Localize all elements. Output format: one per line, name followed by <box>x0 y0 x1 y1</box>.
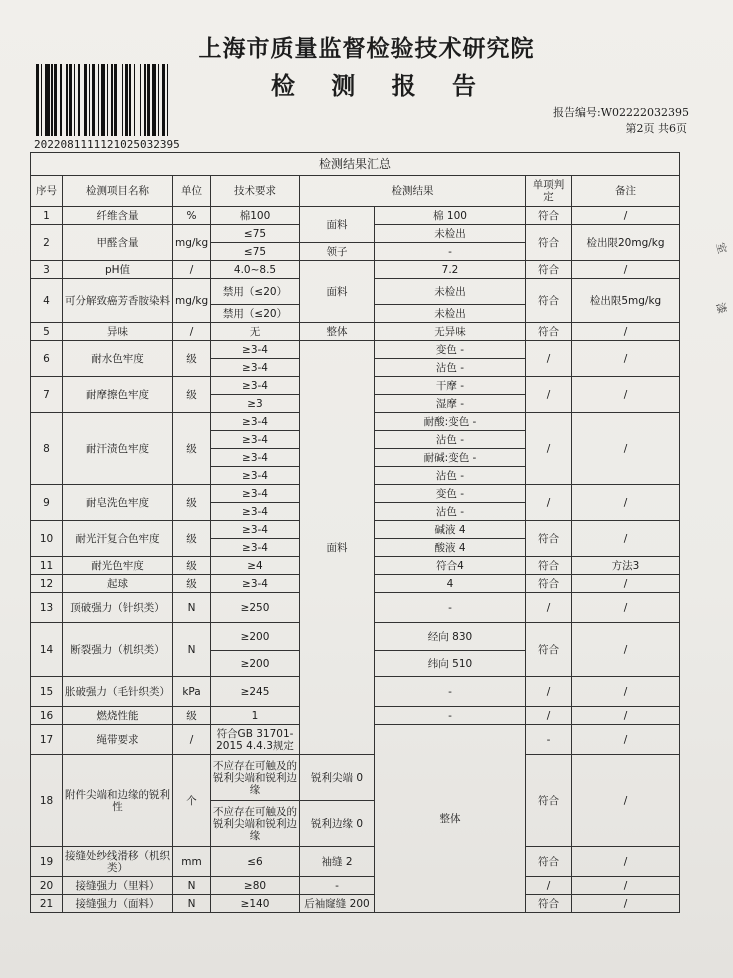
report-title: 检 测 报 告 <box>270 71 491 100</box>
cell-result: 沾色 - <box>375 359 526 377</box>
cell-note: / <box>572 623 680 677</box>
col-header-unit: 单位 <box>173 176 211 207</box>
cell-note: / <box>572 377 680 413</box>
cell-requirement: 4.0~8.5 <box>211 261 300 279</box>
cell-requirement: 禁用（≤20） <box>211 279 300 305</box>
cell-note: / <box>572 323 680 341</box>
cell-note: / <box>572 677 680 707</box>
col-header-seq: 序号 <box>31 176 63 207</box>
cell-unit: / <box>173 725 211 755</box>
cell-note: / <box>572 877 680 895</box>
cell-judgement: 符合 <box>526 207 572 225</box>
cell-requirement: 1 <box>211 707 300 725</box>
cell-result: 符合4 <box>375 557 526 575</box>
cell-requirement: 禁用（≤20） <box>211 305 300 323</box>
cell-result: 酸液 4 <box>375 539 526 557</box>
cell-requirement: ≥250 <box>211 593 300 623</box>
cell-note: / <box>572 521 680 557</box>
cell-part: 面料 <box>300 207 375 243</box>
cell-requirement: ≥3 <box>211 395 300 413</box>
cell-item: 断裂强力（机织类） <box>63 623 173 677</box>
cell-requirement: 无 <box>211 323 300 341</box>
cell-item: 耐光汗复合色牢度 <box>63 521 173 557</box>
cell-seq: 7 <box>31 377 63 413</box>
cell-item: 附件尖端和边缘的锐利性 <box>63 755 173 847</box>
cell-note: 检出限5mg/kg <box>572 279 680 323</box>
col-header-note: 备注 <box>572 176 680 207</box>
cell-judgement: 符合 <box>526 575 572 593</box>
cell-judgement: / <box>526 341 572 377</box>
cell-item: 胀破强力（毛针织类） <box>63 677 173 707</box>
cell-item: 耐皂洗色牢度 <box>63 485 173 521</box>
cell-judgement: 符合 <box>526 557 572 575</box>
cell-judgement: / <box>572 725 680 755</box>
cell-seq: 8 <box>31 413 63 485</box>
cell-requirement: ≤75 <box>211 225 300 243</box>
cell-result: 纬向 510 <box>375 651 526 677</box>
results-table <box>30 152 680 913</box>
cell-seq: 20 <box>31 877 63 895</box>
col-header-requirement: 技术要求 <box>211 176 300 207</box>
cell-note: / <box>572 707 680 725</box>
cell-seq: 19 <box>31 847 63 877</box>
barcode-image <box>36 64 170 136</box>
cell-judgement: 符合 <box>526 895 572 913</box>
cell-judgement: / <box>526 485 572 521</box>
cell-result: 未检出 <box>375 305 526 323</box>
cell-result: - <box>375 707 526 725</box>
cell-judgement: / <box>526 593 572 623</box>
col-header-result: 检测结果 <box>300 176 526 207</box>
cell-note: / <box>572 593 680 623</box>
cell-note: / <box>572 341 680 377</box>
cell-result: 锐利尖端 0 <box>300 755 375 801</box>
cell-part: 整体 <box>300 323 375 341</box>
cell-requirement: ≥3-4 <box>211 575 300 593</box>
cell-note: / <box>572 485 680 521</box>
cell-item: 耐摩擦色牢度 <box>63 377 173 413</box>
barcode-bar <box>168 64 170 136</box>
cell-unit: 级 <box>173 377 211 413</box>
cell-requirement: 符合GB 31701-2015 4.4.3规定 <box>211 725 300 755</box>
cell-requirement: ≥3-4 <box>211 413 300 431</box>
cell-seq: 6 <box>31 341 63 377</box>
cell-unit: 级 <box>173 575 211 593</box>
cell-item: 接缝强力（面料） <box>63 895 173 913</box>
cell-part: 面料 <box>300 341 375 755</box>
cell-judgement: 符合 <box>526 225 572 261</box>
cell-requirement: ≥3-4 <box>211 431 300 449</box>
cell-item: 耐汗渍色牢度 <box>63 413 173 485</box>
cell-result: 碱液 4 <box>375 521 526 539</box>
cell-result: 后袖窿缝 200 <box>300 895 375 913</box>
cell-judgement: 符合 <box>526 755 572 847</box>
cell-result: 7.2 <box>375 261 526 279</box>
cell-requirement: ≥3-4 <box>211 521 300 539</box>
cell-unit: 级 <box>173 413 211 485</box>
cell-result: - <box>300 877 375 895</box>
cell-seq: 9 <box>31 485 63 521</box>
cell-requirement: ≥3-4 <box>211 377 300 395</box>
cell-requirement: ≥140 <box>211 895 300 913</box>
cell-note: / <box>572 847 680 877</box>
cell-item: 耐光色牢度 <box>63 557 173 575</box>
cell-unit: mm <box>173 847 211 877</box>
cell-seq: 16 <box>31 707 63 725</box>
cell-seq: 3 <box>31 261 63 279</box>
cell-judgement: 符合 <box>526 261 572 279</box>
cell-requirement: ≥4 <box>211 557 300 575</box>
cell-part: 领子 <box>300 243 375 261</box>
cell-requirement: ≥80 <box>211 877 300 895</box>
cell-unit: 级 <box>173 341 211 377</box>
cell-item: 异味 <box>63 323 173 341</box>
cell-item: 接缝强力（里料） <box>63 877 173 895</box>
cell-requirement: 不应存在可触及的锐利尖端和锐利边缘 <box>211 801 300 847</box>
cell-part: 整体 <box>375 725 526 913</box>
cell-result: 锐利边缘 0 <box>300 801 375 847</box>
cell-item: 可分解致癌芳香胺染料 <box>63 279 173 323</box>
cell-unit: % <box>173 207 211 225</box>
cell-note: 检出限20mg/kg <box>572 225 680 261</box>
cell-note: / <box>572 755 680 847</box>
cell-requirement: ≥3-4 <box>211 485 300 503</box>
cell-requirement: ≥245 <box>211 677 300 707</box>
cell-unit: / <box>173 261 211 279</box>
cell-requirement: ≥200 <box>211 623 300 651</box>
cell-seq: 12 <box>31 575 63 593</box>
page-number: 第2页 共6页 <box>625 122 687 135</box>
cell-seq: 2 <box>31 225 63 261</box>
cell-unit: kPa <box>173 677 211 707</box>
cell-note: / <box>572 207 680 225</box>
margin-stamp-text: 室 <box>713 241 729 256</box>
cell-seq: 15 <box>31 677 63 707</box>
cell-seq: 4 <box>31 279 63 323</box>
cell-note: / <box>572 413 680 485</box>
col-header-judgement: 单项判定 <box>526 176 572 207</box>
cell-judgement: 符合 <box>526 521 572 557</box>
cell-judgement: 符合 <box>526 279 572 323</box>
cell-seq: 5 <box>31 323 63 341</box>
cell-unit: N <box>173 623 211 677</box>
cell-judgement: / <box>526 377 572 413</box>
cell-seq: 10 <box>31 521 63 557</box>
cell-result: 变色 - <box>375 341 526 359</box>
cell-unit: 个 <box>173 755 211 847</box>
cell-item: 纤维含量 <box>63 207 173 225</box>
cell-result: - <box>375 593 526 623</box>
cell-judgement: 符合 <box>526 323 572 341</box>
cell-item: 耐水色牢度 <box>63 341 173 377</box>
organization-name: 上海市质量监督检验技术研究院 <box>198 35 535 62</box>
cell-result: 干摩 - <box>375 377 526 395</box>
cell-result: 湿摩 - <box>375 395 526 413</box>
cell-requirement: ≥3-4 <box>211 449 300 467</box>
cell-unit: / <box>173 323 211 341</box>
cell-unit: 级 <box>173 521 211 557</box>
cell-seq: 17 <box>31 725 63 755</box>
cell-result: 袖缝 2 <box>300 847 375 877</box>
cell-seq: 1 <box>31 207 63 225</box>
cell-item: 甲醛含量 <box>63 225 173 261</box>
cell-result: - <box>375 677 526 707</box>
cell-requirement: ≥200 <box>211 651 300 677</box>
cell-seq: 14 <box>31 623 63 677</box>
cell-unit: 级 <box>173 485 211 521</box>
cell-unit: N <box>173 593 211 623</box>
cell-judgement: / <box>526 677 572 707</box>
cell-result: 4 <box>375 575 526 593</box>
cell-unit: mg/kg <box>173 225 211 261</box>
cell-judgement: 符合 <box>526 623 572 677</box>
barcode-number: 20220811111210250323​95 <box>34 138 180 151</box>
cell-item: 接缝处纱线滑移（机织类） <box>63 847 173 877</box>
cell-note: / <box>572 261 680 279</box>
cell-requirement: ≥3-4 <box>211 467 300 485</box>
cell-requirement: ≥3-4 <box>211 341 300 359</box>
cell-part: 面料 <box>300 261 375 323</box>
cell-result: 经向 830 <box>375 623 526 651</box>
cell-note: / <box>572 895 680 913</box>
cell-unit: N <box>173 877 211 895</box>
margin-stamp-text: 漆 <box>713 301 729 316</box>
cell-seq: 13 <box>31 593 63 623</box>
cell-judgement: / <box>526 413 572 485</box>
cell-requirement: 不应存在可触及的锐利尖端和锐利边缘 <box>211 755 300 801</box>
report-number: 报告编号:W02222032395 <box>553 106 689 119</box>
table-caption: 检测结果汇总 <box>31 153 680 176</box>
cell-result: 沾色 - <box>375 503 526 521</box>
cell-result: 耐酸:变色 - <box>375 413 526 431</box>
cell-unit: 级 <box>173 557 211 575</box>
cell-item: pH值 <box>63 261 173 279</box>
cell-note: / <box>572 575 680 593</box>
cell-result: - <box>375 243 526 261</box>
cell-requirement: ≥3-4 <box>211 503 300 521</box>
cell-unit: 级 <box>173 707 211 725</box>
cell-result: 未检出 <box>375 279 526 305</box>
cell-note: 方法3 <box>572 557 680 575</box>
cell-unit: N <box>173 895 211 913</box>
cell-requirement: ≥3-4 <box>211 539 300 557</box>
cell-result: 未检出 <box>375 225 526 243</box>
cell-requirement: ≤6 <box>211 847 300 877</box>
cell-item: 燃烧性能 <box>63 707 173 725</box>
cell-result: 沾色 - <box>375 467 526 485</box>
cell-result: 沾色 - <box>375 431 526 449</box>
cell-seq: 18 <box>31 755 63 847</box>
cell-unit: mg/kg <box>173 279 211 323</box>
cell-item: 起球 <box>63 575 173 593</box>
cell-result: 无异味 <box>375 323 526 341</box>
cell-item: 顶破强力（针织类） <box>63 593 173 623</box>
cell-result: 变色 - <box>375 485 526 503</box>
cell-result: 耐碱:变色 - <box>375 449 526 467</box>
cell-requirement: 棉100 <box>211 207 300 225</box>
cell-judgement: 符合 <box>526 847 572 877</box>
cell-result: - <box>526 725 572 755</box>
cell-seq: 21 <box>31 895 63 913</box>
cell-judgement: / <box>526 877 572 895</box>
cell-result: 棉 100 <box>375 207 526 225</box>
cell-requirement: ≤75 <box>211 243 300 261</box>
cell-judgement: / <box>526 707 572 725</box>
cell-requirement: ≥3-4 <box>211 359 300 377</box>
cell-item: 绳带要求 <box>63 725 173 755</box>
cell-seq: 11 <box>31 557 63 575</box>
col-header-item: 检测项目名称 <box>63 176 173 207</box>
